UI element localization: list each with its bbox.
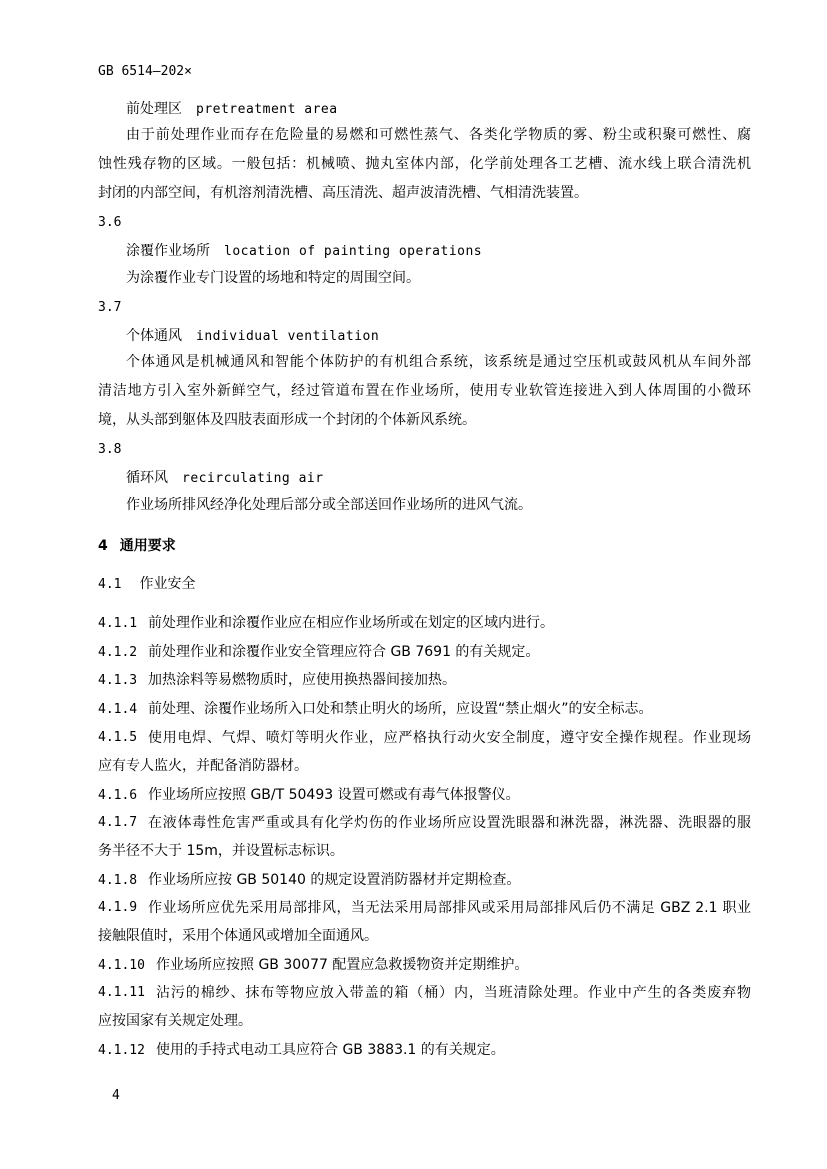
clause-line — [98, 729, 751, 747]
section-number: 4.1 — [98, 577, 122, 592]
clause-text: 作业场所应按照 GB 30077 配置应急救援物资并定期维护。 — [156, 957, 529, 973]
term-name-cn: 个体通风 — [126, 328, 182, 344]
clause — [98, 814, 751, 832]
clause-number: 4.1.9 — [98, 900, 138, 915]
clause — [98, 984, 751, 1002]
clause-text: 前处理作业和涂覆作业安全管理应符合 GB 7691 的有关规定。 — [148, 644, 540, 660]
term-heading — [126, 100, 338, 119]
clause-number: 4.1.5 — [98, 730, 138, 745]
term-heading — [126, 242, 482, 261]
clause-text: 使用的手持式电动工具应符合 GB 3883.1 的有关规定。 — [156, 1042, 505, 1058]
clause — [98, 786, 520, 805]
clause-continuation: 务半径不大于 15m，并设置标志标识。 — [98, 843, 344, 859]
term-number: 3.7 — [98, 300, 122, 315]
clause-number: 4.1.1 — [98, 616, 138, 631]
term-definition-line: 作业场所排风经净化处理后部分或全部送回作业场所的进风气流。 — [126, 497, 532, 513]
section-title: 作业安全 — [139, 576, 196, 592]
term-name-cn: 涂覆作业场所 — [126, 243, 210, 259]
clause-number: 4.1.8 — [98, 873, 138, 888]
page-number: 4 — [112, 1088, 120, 1103]
term-name-cn: 前处理区 — [126, 101, 182, 117]
clause-number: 4.1.12 — [98, 1043, 145, 1058]
clause — [98, 1041, 505, 1060]
clause — [98, 614, 554, 633]
clause-text: 前处理作业和涂覆作业应在相应作业场所或在划定的区域内进行。 — [148, 615, 554, 631]
term-definition-line: 封闭的内部空间，有机溶剂清洗槽、高压清洗、超声波清洗槽、气相清洗装置。 — [98, 185, 588, 201]
clause — [98, 700, 653, 719]
term-definition-line: 为涂覆作业专门设置的场地和特定的周围空间。 — [126, 270, 420, 286]
clause-text: 加热涂料等易燃物质时，应使用换热器间接加热。 — [148, 672, 456, 688]
clause-number: 4.1.7 — [98, 815, 138, 830]
term-definition-line: 境，从头部到躯体及四肢表面形成一个封闭的个体新风系统。 — [98, 412, 476, 428]
standard-code-header: GB 6514—202× — [98, 64, 192, 79]
clause-continuation: 应有专人监火，并配备消防器材。 — [98, 758, 308, 774]
clause-text: 使用电焊、气焊、喷灯等明火作业，应严格执行动火安全制度，遵守安全操作规程。作业现场 — [148, 730, 751, 746]
clause-text: 沾污的棉纱、抹布等物应放入带盖的箱（桶）内，当班清除处理。作业中产生的各类废弃物 — [156, 985, 751, 1001]
clause-number: 4.1.6 — [98, 788, 138, 803]
clause — [98, 871, 520, 890]
term-definition-line: 蚀性残存物的区域。一般包括：机械喷、抛丸室体内部，化学前处理各工艺槽、流水线上联合清洗机 — [98, 156, 751, 172]
clause-number: 4.1.2 — [98, 645, 138, 660]
clause-continuation: 接触限值时，采用个体通风或增加全面通风。 — [98, 928, 378, 944]
clause-line — [98, 984, 751, 1002]
term-name-en: pretreatment area — [196, 102, 338, 117]
term-number: 3.8 — [98, 442, 122, 457]
clause-line — [98, 814, 751, 832]
clause-text: 作业场所应优先采用局部排风，当无法采用局部排风或采用局部排风后仍不满足 GBZ 2.1 职业 — [148, 900, 751, 916]
term-name-en: recirculating air — [182, 471, 324, 486]
clause-text: 作业场所应按照 GB/T 50493 设置可燃或有毒气体报警仪。 — [148, 787, 520, 803]
term-name-cn: 循环风 — [126, 470, 168, 486]
clause-text: 前处理、涂覆作业场所入口处和禁止明火的场所，应设置“禁止烟火”的安全标志。 — [148, 701, 653, 717]
term-definition-line: 由于前处理作业而存在危险量的易燃和可燃性蒸气、各类化学物质的雾、粉尘或积聚可燃性、腐 — [126, 127, 751, 143]
section-heading — [98, 575, 195, 594]
term-definition-line: 个体通风是机械通风和智能个体防护的有机组合系统，该系统是通过空压机或鼓风机从车间外部 — [126, 354, 751, 370]
clause-number: 4.1.10 — [98, 958, 145, 973]
clause — [98, 643, 539, 662]
clause — [98, 671, 456, 690]
term-name-en: individual ventilation — [196, 329, 380, 344]
term-number: 3.6 — [98, 215, 122, 230]
term-heading — [126, 327, 379, 346]
clause-number: 4.1.3 — [98, 673, 138, 688]
term-definition-line: 清洁地方引入室外新鲜空气，经过管道布置在作业场所，使用专业软管连接进入到人体周围的小微环 — [98, 383, 751, 399]
clause-line — [98, 899, 751, 917]
clause — [98, 729, 751, 747]
clause-text: 在液体毒性危害严重或具有化学灼伤的作业场所应设置洗眼器和淋洗器，淋洗器、洗眼器的服 — [148, 815, 751, 831]
clause-number: 4.1.4 — [98, 702, 138, 717]
clause-number: 4.1.11 — [98, 985, 145, 1000]
clause — [98, 899, 751, 917]
term-name-en: location of painting operations — [224, 244, 483, 259]
clause-text: 作业场所应按 GB 50140 的规定设置消防器材并定期检查。 — [148, 872, 521, 888]
term-heading — [126, 469, 324, 488]
chapter-heading — [98, 537, 176, 555]
clause-continuation: 应按国家有关规定处理。 — [98, 1013, 252, 1029]
chapter-number: 4 — [98, 538, 108, 554]
clause — [98, 956, 528, 975]
chapter-title: 通用要求 — [119, 538, 176, 554]
